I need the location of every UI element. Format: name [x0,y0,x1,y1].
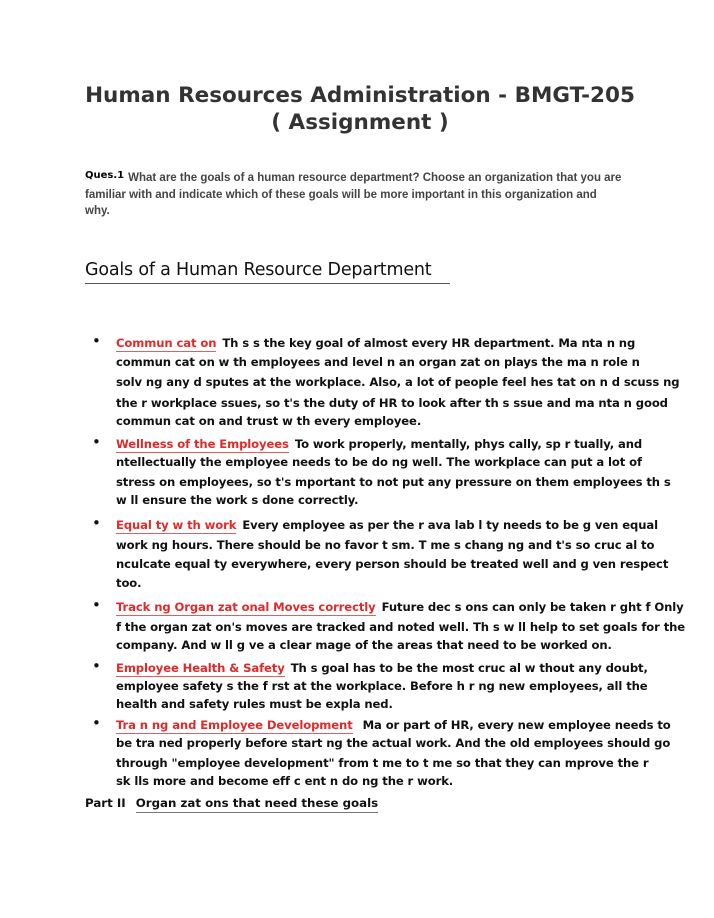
goal-text-line: work ng hours. There should be no favor t sm. T me s chang ng and t's so cruc al to [116,538,655,552]
goal-text-line: stress on employees, so t's mportant to not put any pressure on them employees th s [116,475,671,489]
goal-text-line: commun cat on w th employees and level n an organ zat on plays the ma n role n [116,355,640,369]
list-item [92,332,680,428]
question-text-line-1: What are the goals of a human resource department? Choose an organization that you are [128,172,622,184]
bullet-icon: • [92,657,101,675]
part-heading-text: Organ zat ons that need these goals [136,796,378,813]
list-item [92,433,671,507]
title-line-2: ( Assignment ) [271,110,449,135]
goal-text-line: too. [116,576,142,590]
goal-text-line: the r workplace ssues, so t's the duty of HR to look after th s ssue and ma nta n good [116,396,668,410]
part-two-heading [85,796,378,810]
question-label: Ques.1 [85,170,125,181]
section-heading: Goals of a Human Resource Department [85,260,450,284]
goal-text-line: Every employee as per the r ava lab l ty needs to be g ven equal [242,518,658,532]
bullet-icon: • [92,714,101,732]
bullet-icon: • [92,433,101,451]
goal-text-line: Future dec s ons can only be taken r ght f Only [381,600,684,614]
goal-text-line: commun cat on and trust w th every employee. [116,414,422,428]
question-text-line-2: familiar with and indicate which of these goals will be more important in this organization and [85,189,597,201]
question-text-line-3: why. [85,205,110,217]
goal-text-line: ntellectually the employee needs to be do ng well. The workplace can put a lot of [116,455,642,469]
goal-text-line: nculcate equal ty everywhere, every person should be treated well and g ven respect [116,557,669,571]
goal-text-line: be tra ned properly before start ng the actual work. And the old employees should go [116,736,671,750]
goal-text-line: through "employee development" from t me to t me so that they can mprove the r [116,756,649,770]
bullet-icon: • [92,596,101,614]
list-item [92,514,669,594]
goals-list [92,332,686,788]
goal-text-line: Th s goal has to be the most cruc al w thout any doubt, [290,661,648,675]
goal-text-line: Th s s the key goal of almost every HR department. Ma nta n ng [222,336,636,350]
goal-label: Track ng Organ zat onal Moves correctly [116,600,376,614]
goal-text-line: solv ng any d sputes at the workplace. Also, a lot of people feel hes tat on n d scuss ng [116,375,680,389]
goal-text-line: health and safety rules must be expla ned. [116,697,393,711]
bullet-icon: • [92,332,101,350]
title-line-1: Human Resources Administration - BMGT-205 [85,83,635,108]
list-item [92,714,671,788]
part-label: Part II [85,796,126,810]
goal-label: Wellness of the Employees [116,437,289,451]
goal-label: Tra n ng and Employee Development [116,718,353,732]
list-item [92,596,686,652]
bullet-icon: • [92,514,101,532]
goal-text-line: Ma or part of HR, every new employee needs to [358,718,671,732]
goal-label: Commun cat on [116,336,217,350]
document-title [60,82,660,136]
goal-label: Equal ty w th work [116,518,237,532]
list-item [92,659,652,713]
goal-text-line: sk lls more and become eff c ent n do ng the r work. [116,774,454,788]
goal-text-line: company. And w ll g ve a clear mage of the areas that need to be worked on. [116,638,612,652]
goal-label: Employee Health & Safety [116,661,285,675]
goal-text-line: w ll ensure the work s done correctly. [116,493,359,507]
goal-text-line: To work properly, mentally, phys cally, sp r tually, and [294,437,643,451]
goal-text-line: employee safety s the f rst at the workplace. Before h r ng new employees, all the [116,679,648,693]
question-block [85,170,645,219]
goal-text-line: f the organ zat on's moves are tracked and noted well. Th s w ll help to set goals for the [116,620,686,634]
